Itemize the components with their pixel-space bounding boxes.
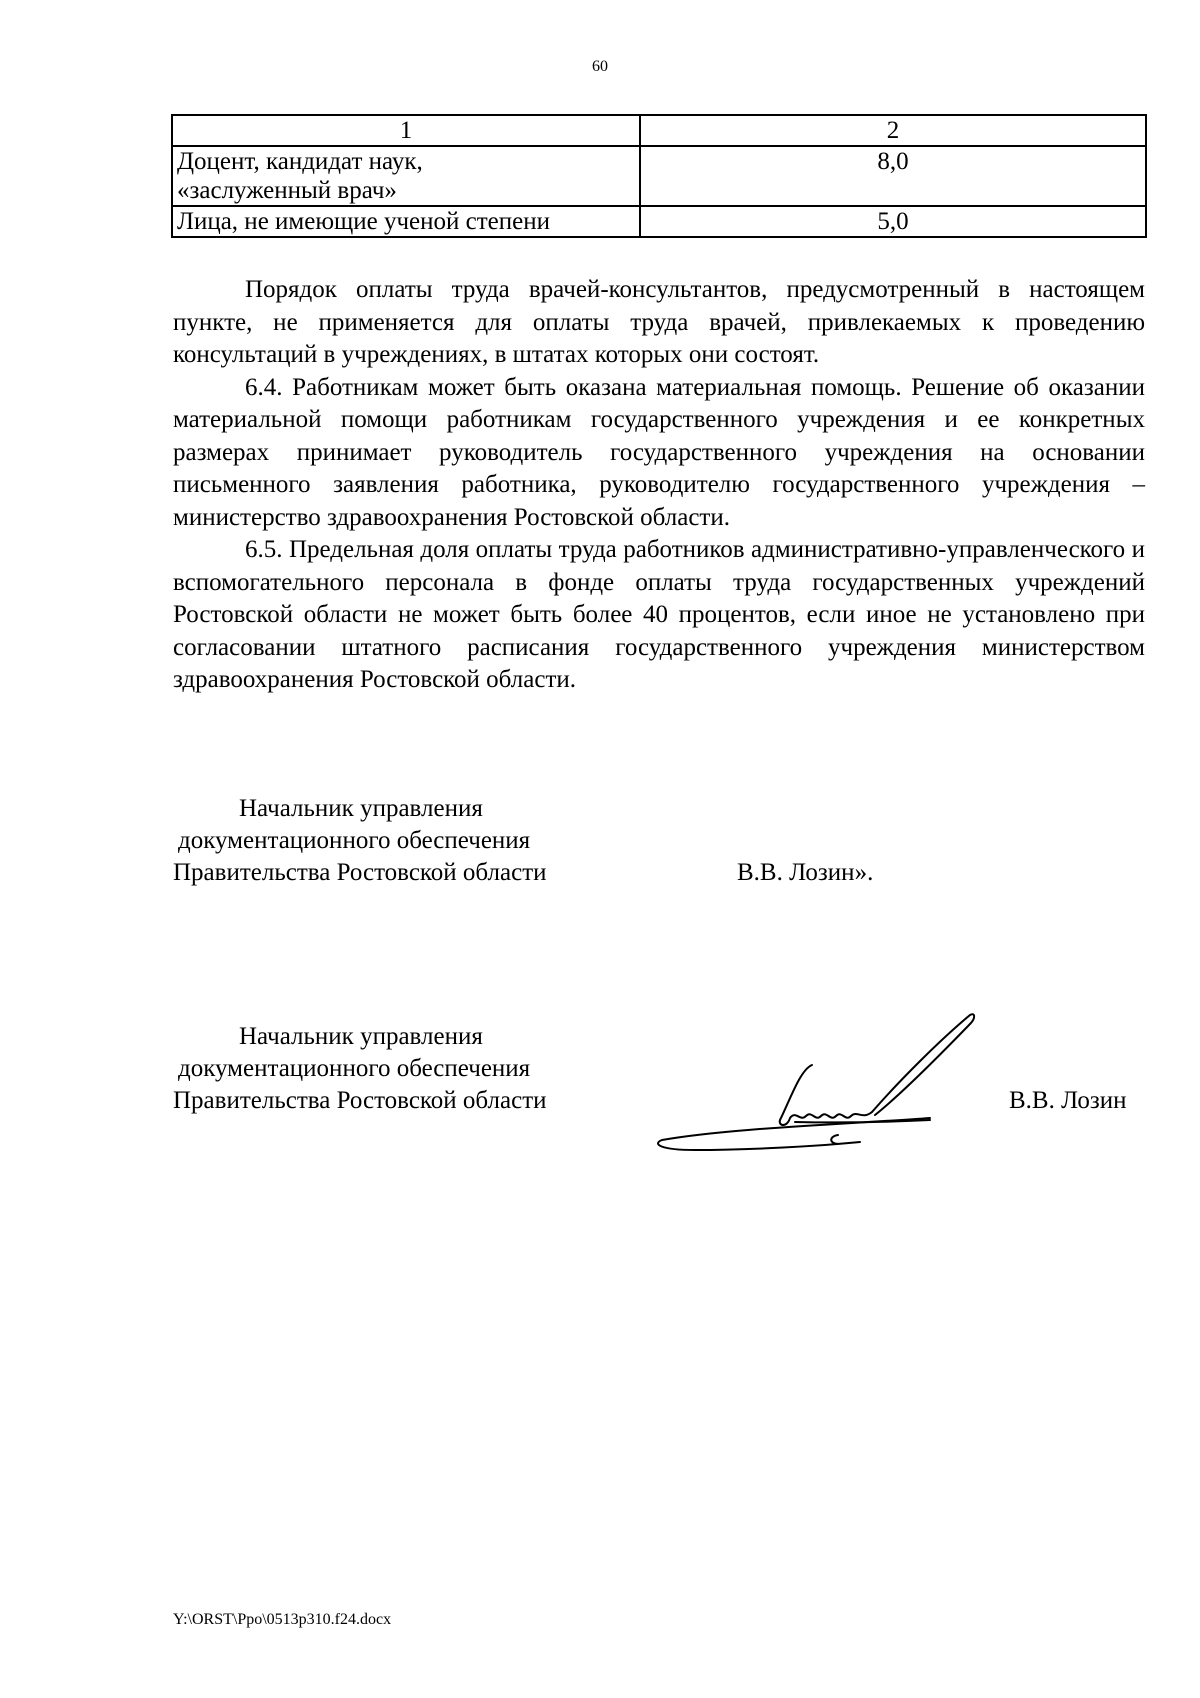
body-text [173,274,1145,697]
signature-title-2 [173,1021,547,1117]
page-number: 60 [592,58,608,75]
paragraph: 6.4. Работникам может быть оказана материальная помощь. Решение об оказании материальной помощи работникам государственного учреждения и ее конкретных размерах принимает руководитель государственного учреждения на основании письменного заявления работника, руководителю государственного учреждения – министерство здравоохранения Ростовской области. [173,373,1145,531]
category-line: Доцент, кандидат наук, [177,148,423,175]
table-header-cell: 2 [640,115,1146,146]
paragraph: Порядок оплаты труда врачей-консультантов, предусмотренный в настоящем пункте, не применяется для оплаты труда врачей, привлекаемых к проведению консультаций в учреждениях, в штатах которых они состоят. [173,276,1145,368]
table-cell-category: Лица, не имеющие ученой степени [172,206,640,237]
signatory-name-2: В.В. Лозин [1009,1087,1127,1114]
title-line: Правительства Ростовской области [173,859,547,886]
table-cell-category [172,146,640,206]
title-line: Правительства Ростовской области [173,1087,547,1114]
table-row [172,146,1146,206]
title-line: документационного обеспечения [178,1055,531,1082]
handwritten-signature [650,1010,980,1160]
table-row [172,206,1146,237]
table-cell-value: 5,0 [640,206,1146,237]
table-cell-value: 8,0 [640,146,1146,206]
title-line: Начальник управления [239,795,483,822]
signature-title-1 [173,793,547,889]
title-line: документационного обеспечения [178,827,531,854]
footer-file-path: Y:\ORST\Ppo\0513p310.f24.docx [173,1611,392,1628]
title-line: Начальник управления [239,1023,483,1050]
paragraph: 6.5. Предельная доля оплаты труда работников административно-управленческого и вспомогательного персонала в фонде оплаты труда государственных учреждений Ростовской области не может быть более 40 процентов, если иное не установлено при согласовании штатного расписания государственного учреждения министерством здравоохранения Ростовской области. [173,536,1145,693]
signatory-name-1: В.В. Лозин». [737,859,874,886]
table-header-cell: 1 [172,115,640,146]
table-header-row [172,115,1146,146]
rates-table [171,114,1147,238]
category-line: «заслуженный врач» [177,177,397,204]
